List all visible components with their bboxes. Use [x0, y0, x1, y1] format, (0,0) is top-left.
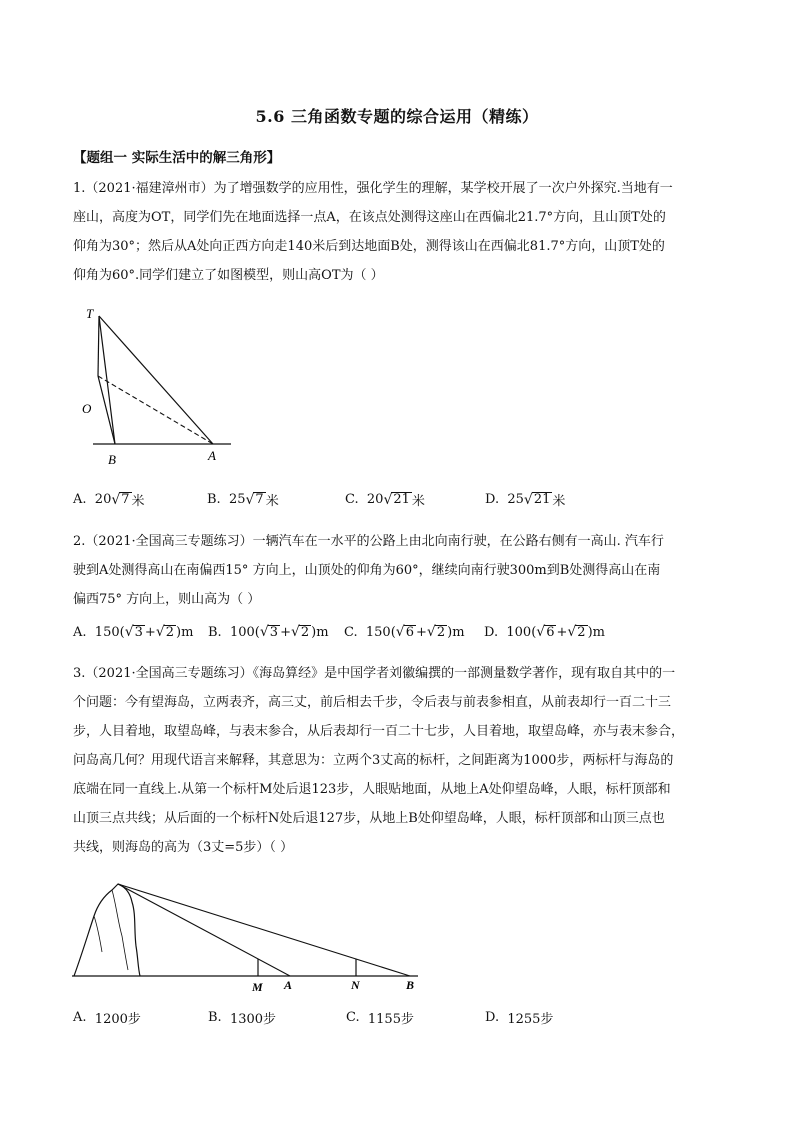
q1-line-1: 1.（2021·福建漳州市）为了增强数学的应用性，强化学生的理解，某学校开展了一次户外探究.当地有一 — [73, 181, 673, 196]
label-N: N — [351, 978, 360, 992]
label-A: A — [208, 448, 216, 463]
q1-option-a: A. 20 √ 7 米 — [73, 491, 145, 509]
q2-line-1: 2.（2021·全国高三专题练习）一辆汽车在一水平的公路上由北向南行驶，在公路右侧有一高山. 汽车行 — [73, 534, 664, 549]
label-T: T — [86, 306, 94, 321]
q3-line-4: 问岛高几何？用现代语言来解释，其意思为：立两个3丈高的标杆，之间距离为1000步，两标杆与海岛的 — [73, 753, 674, 768]
q3-option-a: A. 1200步 — [73, 1010, 141, 1027]
q2-option-c: C. 150 ( √ 6 + √ 2 ) m — [344, 624, 465, 640]
q3-option-b: B. 1300步 — [208, 1010, 277, 1027]
q1-option-d: D. 25 √ 21 米 — [485, 491, 566, 509]
label-O: O — [82, 401, 92, 416]
group-heading: 【题组一 实际生活中的解三角形】 — [73, 150, 281, 166]
island-outline — [74, 884, 140, 976]
q1-option-b: B. 25 √ 7 米 — [207, 491, 279, 509]
q3-option-d: D. 1255步 — [485, 1010, 554, 1027]
edge-OB — [98, 376, 115, 444]
q1-figure — [72, 300, 242, 470]
edge-OA-dashed — [98, 376, 213, 444]
q3-line-6: 山顶三点共线；从后面的一个标杆N处后退127步，从地上B处仰望岛峰，人眼，标杆顶部和山顶三点也 — [73, 811, 665, 826]
page-title: 5.6 三角函数专题的综合运用（精练） — [255, 107, 539, 126]
q2-line-2: 驶到A处测得高山在南偏西15° 方向上，山顶处的仰角为60°，继续向南行驶300m到B处测得高山在南 — [73, 563, 661, 578]
q3-figure — [68, 874, 428, 1002]
q3-line-5: 底端在同一直线上.从第一个标杆M处后退123步，人眼贴地面，从地上A处仰望岛峰，人眼，标杆顶部和 — [73, 782, 671, 797]
q1-line-3: 仰角为30°；然后从A处向正西方向走140米后到达地面B处，测得该山在西偏北81.7°方向，山顶T处的 — [73, 239, 665, 254]
edge-TO — [98, 316, 99, 376]
label-B: B — [406, 978, 415, 992]
q3-line-3: 步，人目着地，取望岛峰，与表末参合，从后表却行一百二十七步，人目着地，取望岛峰，亦与表末参合， — [73, 724, 685, 739]
q3-line-2: 个问题：今有望海岛，立两表齐，高三丈，前后相去千步，令后表与前表参相直，从前表却行一百二十三 — [73, 695, 672, 710]
q3-line-7: 共线，则海岛的高为（3丈=5步）（ ） — [73, 840, 294, 855]
edge-TB — [99, 316, 115, 444]
q1-line-2: 座山，高度为OT，同学们先在地面选择一点A，在该点处测得这座山在西偏北21.7°方向，且山顶T处的 — [73, 210, 666, 225]
label-A: A — [284, 978, 293, 992]
label-B: B — [108, 452, 116, 467]
island-contours — [94, 890, 128, 970]
q2-option-d: D. 100 ( √ 6 + √ 2 ) m — [484, 624, 605, 640]
label-M: M — [252, 980, 263, 994]
q1-line-4: 仰角为60°.同学们建立了如图模型，则山高OT为（ ） — [73, 268, 384, 283]
q3-option-c: C. 1155步 — [346, 1010, 414, 1027]
q2-line-3: 偏西75° 方向上，则山高为（ ） — [73, 592, 261, 607]
q3-line-1: 3.（2021·全国高三专题练习）《海岛算经》是中国学者刘徽编撰的一部测量数学著作，现有取自其中的一 — [73, 666, 676, 681]
q2-option-b: B. 100 ( √ 3 + √ 2 ) m — [208, 624, 329, 640]
q2-option-a: A. 150 ( √ 3 + √ 2 ) m — [73, 624, 194, 640]
edge-TA — [99, 316, 213, 444]
q1-option-c: C. 20 √ 21 米 — [345, 491, 425, 509]
